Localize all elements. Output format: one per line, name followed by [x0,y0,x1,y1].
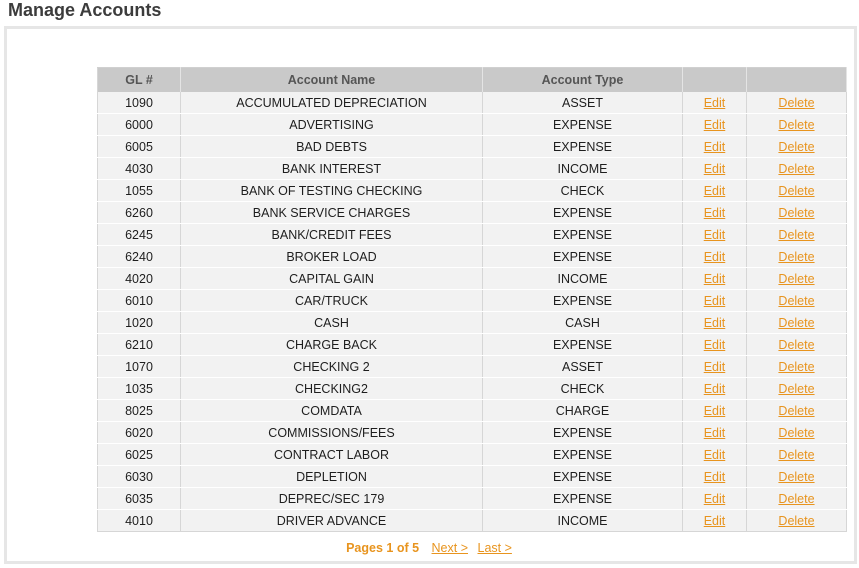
gl-cell: 6025 [98,444,181,466]
delete-link[interactable]: Delete [778,95,815,110]
account-name-cell: COMDATA [181,400,483,422]
delete-link[interactable]: Delete [778,359,815,374]
account-type-cell: EXPENSE [483,246,683,268]
gl-cell: 4020 [98,268,181,290]
edit-link[interactable]: Edit [703,425,726,440]
table-header-row [98,68,847,93]
edit-cell [683,246,747,268]
delete-cell [747,224,847,246]
delete-cell [747,202,847,224]
delete-cell [747,422,847,444]
table-row [98,290,847,312]
account-name-cell: BANK INTEREST [181,158,483,180]
edit-link[interactable]: Edit [703,139,726,154]
edit-link[interactable]: Edit [703,95,726,110]
edit-link[interactable]: Edit [703,117,726,132]
account-type-cell: EXPENSE [483,334,683,356]
edit-link[interactable]: Edit [703,513,726,528]
edit-link[interactable]: Edit [703,227,726,242]
account-type-cell: CASH [483,312,683,334]
edit-cell [683,334,747,356]
delete-cell [747,356,847,378]
delete-link[interactable]: Delete [778,271,815,286]
edit-cell [683,356,747,378]
account-type-cell: EXPENSE [483,422,683,444]
table-row [98,180,847,202]
delete-link[interactable]: Delete [778,161,815,176]
account-type-cell: CHECK [483,378,683,400]
edit-link[interactable]: Edit [703,249,726,264]
gl-cell: 1055 [98,180,181,202]
account-name-cell: BROKER LOAD [181,246,483,268]
account-name-cell: DEPREC/SEC 179 [181,488,483,510]
delete-cell [747,400,847,422]
table-row [98,92,847,114]
table-row [98,356,847,378]
gl-cell: 4030 [98,158,181,180]
edit-link[interactable]: Edit [703,491,726,506]
edit-cell [683,466,747,488]
table-row [98,378,847,400]
edit-cell [683,224,747,246]
delete-link[interactable]: Delete [778,227,815,242]
edit-cell [683,312,747,334]
edit-cell [683,180,747,202]
gl-cell: 6260 [98,202,181,224]
account-name-cell: COMMISSIONS/FEES [181,422,483,444]
table-row [98,202,847,224]
account-type-cell: INCOME [483,510,683,532]
account-name-cell: CHECKING 2 [181,356,483,378]
edit-cell [683,202,747,224]
account-type-cell: EXPENSE [483,488,683,510]
edit-link[interactable]: Edit [703,293,726,308]
edit-link[interactable]: Edit [703,469,726,484]
delete-cell [747,290,847,312]
edit-link[interactable]: Edit [703,403,726,418]
gl-cell: 6010 [98,290,181,312]
gl-cell: 6000 [98,114,181,136]
delete-cell [747,312,847,334]
table-row [98,466,847,488]
account-type-cell: CHECK [483,180,683,202]
table-row [98,224,847,246]
table-row [98,136,847,158]
gl-cell: 4010 [98,510,181,532]
column-header-account-name[interactable]: Account Name [181,68,483,93]
table-row [98,488,847,510]
edit-cell [683,290,747,312]
edit-link[interactable]: Edit [703,271,726,286]
gl-cell: 1090 [98,92,181,114]
account-name-cell: CAPITAL GAIN [181,268,483,290]
table-row [98,510,847,532]
account-name-cell: ADVERTISING [181,114,483,136]
delete-link[interactable]: Delete [778,315,815,330]
edit-link[interactable]: Edit [703,359,726,374]
delete-link[interactable]: Delete [778,469,815,484]
delete-cell [747,136,847,158]
pagination-info: Pages 1 of 5 [346,541,420,555]
account-type-cell: EXPENSE [483,136,683,158]
gl-cell: 6035 [98,488,181,510]
delete-link[interactable]: Delete [778,425,815,440]
edit-cell [683,136,747,158]
delete-link[interactable]: Delete [778,447,815,462]
accounts-panel [4,26,857,564]
delete-cell [747,180,847,202]
account-type-cell: EXPENSE [483,466,683,488]
delete-link[interactable]: Delete [778,491,815,506]
account-type-cell: INCOME [483,158,683,180]
account-type-cell: ASSET [483,356,683,378]
last-page-link[interactable]: Last > [477,541,512,555]
delete-cell [747,246,847,268]
edit-link[interactable]: Edit [703,381,726,396]
gl-cell: 1070 [98,356,181,378]
delete-cell [747,268,847,290]
delete-cell [747,444,847,466]
column-header-delete [747,68,847,93]
edit-link[interactable]: Edit [703,337,726,352]
account-type-cell: ASSET [483,92,683,114]
edit-cell [683,268,747,290]
delete-cell [747,114,847,136]
account-type-cell: EXPENSE [483,444,683,466]
delete-link[interactable]: Delete [778,513,815,528]
gl-cell: 1020 [98,312,181,334]
edit-link[interactable]: Edit [703,161,726,176]
account-name-cell: BANK SERVICE CHARGES [181,202,483,224]
edit-cell [683,444,747,466]
table-row [98,246,847,268]
account-type-cell: EXPENSE [483,290,683,312]
edit-cell [683,158,747,180]
table-row [98,422,847,444]
edit-cell [683,400,747,422]
table-row [98,114,847,136]
accounts-table [97,67,847,532]
account-name-cell: BANK OF TESTING CHECKING [181,180,483,202]
delete-link[interactable]: Delete [778,403,815,418]
account-name-cell: DRIVER ADVANCE [181,510,483,532]
account-name-cell: CONTRACT LABOR [181,444,483,466]
delete-link[interactable]: Delete [778,249,815,264]
gl-cell: 8025 [98,400,181,422]
delete-cell [747,488,847,510]
gl-cell: 6005 [98,136,181,158]
account-type-cell: EXPENSE [483,114,683,136]
edit-link[interactable]: Edit [703,183,726,198]
edit-link[interactable]: Edit [703,315,726,330]
gl-cell: 6030 [98,466,181,488]
table-row [98,268,847,290]
account-type-cell: EXPENSE [483,224,683,246]
delete-link[interactable]: Delete [778,381,815,396]
delete-cell [747,92,847,114]
account-type-cell: EXPENSE [483,202,683,224]
column-header-account-type[interactable]: Account Type [483,68,683,93]
delete-cell [747,510,847,532]
account-name-cell: BANK/CREDIT FEES [181,224,483,246]
table-row [98,312,847,334]
edit-cell [683,378,747,400]
account-type-cell: CHARGE [483,400,683,422]
delete-link[interactable]: Delete [778,337,815,352]
account-name-cell: CASH [181,312,483,334]
account-type-cell: INCOME [483,268,683,290]
delete-link[interactable]: Delete [778,293,815,308]
delete-link[interactable]: Delete [778,183,815,198]
edit-cell [683,114,747,136]
edit-cell [683,488,747,510]
delete-link[interactable]: Delete [778,139,815,154]
delete-link[interactable]: Delete [778,205,815,220]
gl-cell: 1035 [98,378,181,400]
account-name-cell: CAR/TRUCK [181,290,483,312]
gl-cell: 6020 [98,422,181,444]
table-row [98,444,847,466]
delete-cell [747,158,847,180]
edit-cell [683,92,747,114]
page-title: Manage Accounts [8,0,162,20]
column-header-edit [683,68,747,93]
edit-link[interactable]: Edit [703,205,726,220]
account-name-cell: ACCUMULATED DEPRECIATION [181,92,483,114]
edit-link[interactable]: Edit [703,447,726,462]
edit-cell [683,422,747,444]
gl-cell: 6210 [98,334,181,356]
delete-cell [747,334,847,356]
next-page-link[interactable]: Next > [431,541,469,555]
account-name-cell: BAD DEBTS [181,136,483,158]
pagination [7,541,854,555]
account-name-cell: DEPLETION [181,466,483,488]
gl-cell: 6240 [98,246,181,268]
account-name-cell: CHARGE BACK [181,334,483,356]
delete-cell [747,466,847,488]
table-row [98,400,847,422]
table-row [98,158,847,180]
delete-cell [747,378,847,400]
edit-cell [683,510,747,532]
delete-link[interactable]: Delete [778,117,815,132]
table-row [98,334,847,356]
gl-cell: 6245 [98,224,181,246]
column-header-gl[interactable]: GL # [98,68,181,93]
account-name-cell: CHECKING2 [181,378,483,400]
